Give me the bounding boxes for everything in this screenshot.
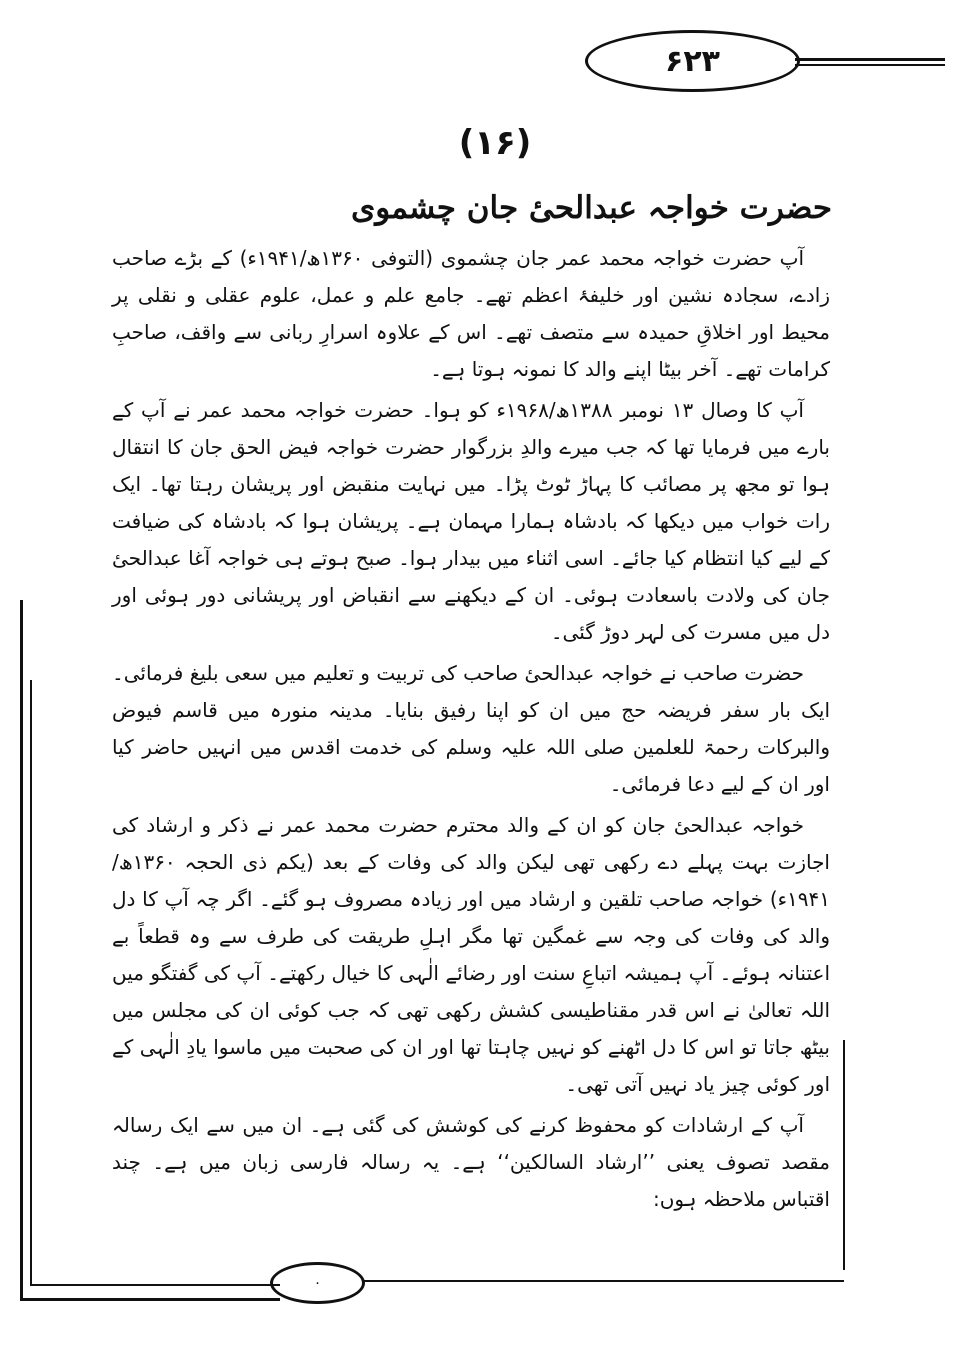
frame-bottom-inner <box>30 1284 280 1286</box>
chapter-title: حضرت خواجہ عبدالحیٔ جان چشموی <box>350 190 832 226</box>
paragraph-3: حضرت صاحب نے خواجہ عبدالحیٔ صاحب کی تربیت و تعلیم میں سعی بلیغ فرمائی۔ ایک بار سفر فریضہ حج میں ان کو اپنا رفیق بنایا۔ مدینہ منورہ میں قاسم فیوض والبرکات رحمۃ للعلمین صلی اللہ علیہ وسلم کی خدمت اقدس میں انہیں حاضر کیا اور ان کے لیے دعا فرمائی۔ <box>112 661 830 796</box>
frame-left-inner <box>30 680 32 1285</box>
paragraph-2: آپ کا وصال ۱۳ نومبر ۱۳۸۸ھ/۱۹۶۸ء کو ہوا۔ حضرت خواجہ محمد عمر نے آپ کے بارے میں فرمایا تھا کہ جب میرے والدِ بزرگوار حضرت خواجہ فیض الحق جان کا انتقال ہوا تو مجھ پر مصائب کا پہاڑ ٹوٹ پڑا۔ میں نہایت منقبض اور پریشان رہتا تھا۔ ایک رات خواب میں دیکھا کہ بادشاہ ہمارا مہمان ہے۔ پریشان ہوا کہ بادشاہ کی ضیافت کے لیے کیا انتظام کیا جائے۔ اسی اثناء میں بیدار ہوا۔ صبح ہوتے ہی خواجہ آغا عبدالحیٔ جان کی ولادت باسعادت ہوئی۔ ان کے دیکھنے سے انقباض اور پریشانی دور ہوئی اور دل میں مسرت کی لہر دوڑ گئی۔ <box>112 398 830 644</box>
paragraph-1: آپ حضرت خواجہ محمد عمر جان چشموی (التوفی ۱۳۶۰ھ/۱۹۴۱ء) کے بڑے صاحب زادے، سجادہ نشین اور خلیفۂ اعظم تھے۔ جامع علم و عمل، علوم عقلی و نقلی پر محیط اور اخلاقِ حمیدہ سے متصف تھے۔ اس کے علاوہ اسرارِ ربانی سے واقف، صاحبِ کرامات تھے۔ آخر بیٹا اپنے والد کا نمونہ ہوتا ہے۔ <box>112 246 830 381</box>
frame-bottom-outer <box>20 1298 280 1301</box>
chapter-number: (۱۶) <box>458 123 532 163</box>
frame-left-outer <box>20 600 23 1300</box>
body-text <box>112 240 830 1218</box>
page-number-text: ۶۲۳ <box>665 43 720 79</box>
paragraph-4: خواجہ عبدالحیٔ جان کو ان کے والد محترم حضرت محمد عمر نے ذکر و ارشاد کی اجازت بہت پہلے دے رکھی تھی لیکن والد کی وفات کے بعد (یکم ذی الحجہ ۱۳۶۰ھ/۱۹۴۱ء) خواجہ صاحب تلقین و ارشاد میں اور زیادہ مصروف ہو گئے۔ اگر چہ آپ کا دل والد کی وفات کی وجہ سے غمگین تھا مگر اہلِ طریقت کی طرف سے وہ قطعاً بے اعتنانہ ہوئے۔ آپ ہمیشہ اتباعِ سنت اور رضائے الٰہی کا خیال رکھتے۔ آپ کی گفتگو میں اللہ تعالیٰ نے اس قدر مقناطیسی کشش رکھی تھی کہ جب کوئی ان کی مجلس میں بیٹھ جاتا تو اس کا دل اٹھنے کو نہیں چاہتا تھا اور ان کی صحبت میں ماسوا یادِ الٰہی کے اور کوئی چیز یاد نہیں آتی تھی۔ <box>112 813 830 1096</box>
footer-oval-mark: ۰ <box>313 1275 322 1291</box>
frame-right <box>843 1040 845 1270</box>
paragraph-5: آپ کے ارشادات کو محفوظ کرنے کی کوشش کی گئی ہے۔ ان میں سے ایک رسالہ مقصد تصوف یعنی ’’ارشاد السالکین‘‘ ہے۔ یہ رسالہ فارسی زبان میں ہے۔ چند اقتباس ملاحظہ ہوں: <box>112 1113 830 1211</box>
footer-oval <box>270 1262 365 1304</box>
header-rule <box>795 58 945 61</box>
footer-rule <box>362 1280 844 1282</box>
header-rule-secondary <box>795 64 945 66</box>
page-number <box>585 30 800 92</box>
